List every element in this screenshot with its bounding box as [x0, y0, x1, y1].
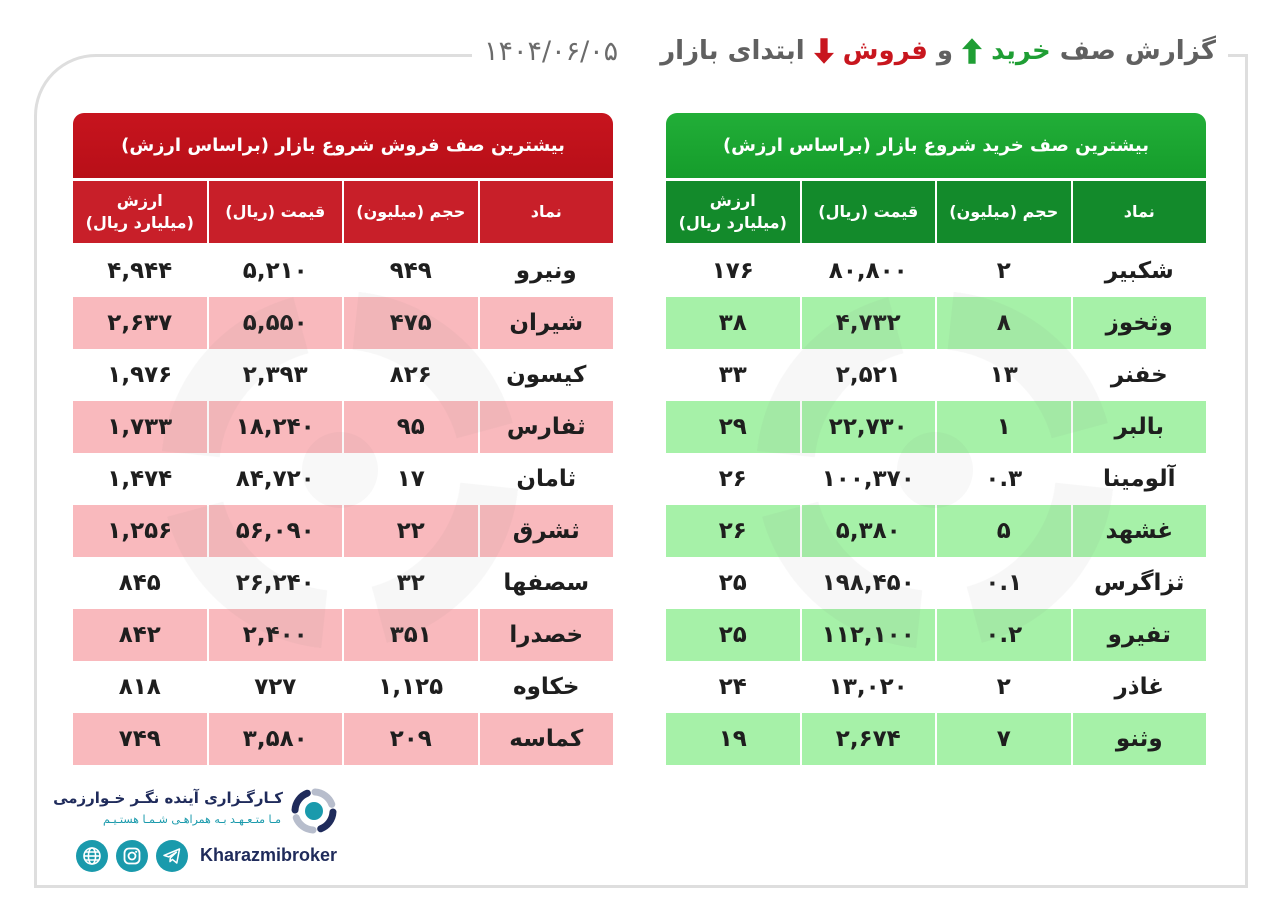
volume-cell: ۸۲۶ — [344, 349, 478, 401]
sell-table-column-headers — [73, 181, 613, 243]
symbol-cell: ثفارس — [480, 401, 614, 453]
symbol-cell: غاذر — [1073, 661, 1207, 713]
price-cell: ۴,۷۳۲ — [802, 297, 936, 349]
column-header-price-label: قیمت (ریال) — [225, 201, 326, 221]
column-header-price — [209, 181, 343, 243]
volume-cell: ۰.۲ — [937, 609, 1071, 661]
table-row — [666, 401, 1206, 453]
value-cell: ۲۴ — [666, 661, 800, 713]
volume-cell: ۰.۱ — [937, 557, 1071, 609]
symbol-cell: خکاوه — [480, 661, 614, 713]
price-cell: ۵,۵۵۰ — [209, 297, 343, 349]
buy-table-column-headers — [666, 181, 1206, 243]
buy-table-title: بیشترین صف خرید شروع بازار (براساس ارزش) — [666, 113, 1206, 178]
value-cell: ۲۵ — [666, 557, 800, 609]
symbol-cell: غشهد — [1073, 505, 1207, 557]
symbol-cell: ونیرو — [480, 245, 614, 297]
title-sell-word: فروش — [842, 36, 928, 66]
symbol-cell: وثخوز — [1073, 297, 1207, 349]
title-buy-word: خرید — [991, 36, 1051, 66]
column-header-value-label: ارزش — [709, 190, 756, 210]
value-cell: ۲۶ — [666, 453, 800, 505]
value-cell: ۲۶ — [666, 505, 800, 557]
price-cell: ۱۰۰,۳۷۰ — [802, 453, 936, 505]
value-cell: ۲۹ — [666, 401, 800, 453]
price-cell: ۱۱۲,۱۰۰ — [802, 609, 936, 661]
column-header-price-label: قیمت (ریال) — [818, 201, 919, 221]
price-cell: ۲,۵۲۱ — [802, 349, 936, 401]
table-row — [666, 557, 1206, 609]
volume-cell: ۲۰۹ — [344, 713, 478, 765]
table-row — [666, 713, 1206, 765]
price-cell: ۱۸,۲۴۰ — [209, 401, 343, 453]
column-header-price — [802, 181, 936, 243]
price-cell: ۸۰,۸۰۰ — [802, 245, 936, 297]
buy-queue-table — [666, 113, 1206, 765]
value-cell: ۲۵ — [666, 609, 800, 661]
table-row — [666, 505, 1206, 557]
table-row — [666, 245, 1206, 297]
symbol-cell: تفیرو — [1073, 609, 1207, 661]
volume-cell: ۹۵ — [344, 401, 478, 453]
table-row — [73, 297, 613, 349]
price-cell: ۱۳,۰۲۰ — [802, 661, 936, 713]
table-row — [73, 245, 613, 297]
sell-table-title: بیشترین صف فروش شروع بازار (براساس ارزش) — [73, 113, 613, 178]
volume-cell: ۳۲ — [344, 557, 478, 609]
buy-table-body — [666, 245, 1206, 765]
title-and-word: و — [936, 36, 954, 66]
value-cell: ۱۷۶ — [666, 245, 800, 297]
table-row — [73, 349, 613, 401]
column-header-symbol — [480, 181, 614, 243]
price-cell: ۳,۵۸۰ — [209, 713, 343, 765]
value-cell: ۱,۷۳۳ — [73, 401, 207, 453]
column-header-volume — [937, 181, 1071, 243]
symbol-cell: خصدرا — [480, 609, 614, 661]
sell-table-body — [73, 245, 613, 765]
table-row — [666, 453, 1206, 505]
value-cell: ۱۹ — [666, 713, 800, 765]
symbol-cell: خفنر — [1073, 349, 1207, 401]
volume-cell: ۰.۳ — [937, 453, 1071, 505]
volume-cell: ۲ — [937, 661, 1071, 713]
telegram-link[interactable] — [156, 840, 188, 872]
symbol-cell: وثنو — [1073, 713, 1207, 765]
value-cell: ۸۴۲ — [73, 609, 207, 661]
column-header-value-unit: (میلیارد ریال) — [678, 213, 787, 232]
symbol-cell: شیران — [480, 297, 614, 349]
value-cell: ۱,۴۷۴ — [73, 453, 207, 505]
column-header-volume-label: حجم (میلیون) — [356, 201, 466, 221]
volume-cell: ۸ — [937, 297, 1071, 349]
value-cell: ۴,۹۴۴ — [73, 245, 207, 297]
table-row — [73, 505, 613, 557]
value-cell: ۸۱۸ — [73, 661, 207, 713]
report-title — [660, 36, 1216, 66]
up-arrow-icon — [962, 38, 982, 64]
company-slogan: مـا متـعـهـد بـه همراهـی شـمـا هستـیـم — [102, 813, 281, 826]
symbol-cell: شکبیر — [1073, 245, 1207, 297]
volume-cell: ۴۷۵ — [344, 297, 478, 349]
brand-handle[interactable]: Kharazmibroker — [200, 845, 338, 865]
instagram-icon — [123, 847, 141, 865]
price-cell: ۲۲,۷۳۰ — [802, 401, 936, 453]
volume-cell: ۲۲ — [344, 505, 478, 557]
price-cell: ۲,۴۰۰ — [209, 609, 343, 661]
telegram-icon — [163, 847, 181, 865]
broker-logo-icon — [286, 783, 342, 839]
price-cell: ۵۶,۰۹۰ — [209, 505, 343, 557]
volume-cell: ۹۴۹ — [344, 245, 478, 297]
price-cell: ۸۴,۷۲۰ — [209, 453, 343, 505]
website-link[interactable] — [76, 840, 108, 872]
symbol-cell: کماسه — [480, 713, 614, 765]
sell-queue-table — [73, 113, 613, 765]
column-header-symbol-label: نماد — [530, 201, 562, 221]
title-prefix: گزارش صف — [1059, 36, 1216, 66]
company-name: کـارگـزاری آینده نگـر خـوارزمی — [53, 789, 283, 807]
column-header-symbol-label: نماد — [1123, 201, 1155, 221]
table-row — [666, 609, 1206, 661]
down-arrow-icon — [814, 38, 834, 64]
table-row — [73, 401, 613, 453]
price-cell: ۱۹۸,۴۵۰ — [802, 557, 936, 609]
price-cell: ۲۶,۲۴۰ — [209, 557, 343, 609]
volume-cell: ۳۵۱ — [344, 609, 478, 661]
symbol-cell: کیسون — [480, 349, 614, 401]
value-cell: ۱,۲۵۶ — [73, 505, 207, 557]
volume-cell: ۱۷ — [344, 453, 478, 505]
value-cell: ۲,۶۳۷ — [73, 297, 207, 349]
instagram-link[interactable] — [116, 840, 148, 872]
volume-cell: ۷ — [937, 713, 1071, 765]
column-header-value — [73, 181, 207, 243]
value-cell: ۸۴۵ — [73, 557, 207, 609]
symbol-cell: ثزاگرس — [1073, 557, 1207, 609]
report-date: ۱۴۰۴/۰۶/۰۵ — [483, 35, 619, 67]
symbol-cell: ثشرق — [480, 505, 614, 557]
volume-cell: ۵ — [937, 505, 1071, 557]
volume-cell: ۱ — [937, 401, 1071, 453]
symbol-cell: سصفها — [480, 557, 614, 609]
price-cell: ۲,۶۷۴ — [802, 713, 936, 765]
value-cell: ۳۳ — [666, 349, 800, 401]
column-header-value — [666, 181, 800, 243]
report-header — [472, 27, 1228, 75]
price-cell: ۷۲۷ — [209, 661, 343, 713]
column-header-value-label: ارزش — [116, 190, 163, 210]
column-header-volume-label: حجم (میلیون) — [949, 201, 1059, 221]
title-suffix: ابتدای بازار — [660, 36, 805, 66]
table-row — [666, 661, 1206, 713]
table-row — [73, 713, 613, 765]
price-cell: ۲,۳۹۳ — [209, 349, 343, 401]
globe-icon — [82, 846, 102, 866]
column-header-symbol — [1073, 181, 1207, 243]
table-row — [666, 349, 1206, 401]
symbol-cell: بالبر — [1073, 401, 1207, 453]
volume-cell: ۲ — [937, 245, 1071, 297]
volume-cell: ۱,۱۲۵ — [344, 661, 478, 713]
volume-cell: ۱۳ — [937, 349, 1071, 401]
table-row — [73, 661, 613, 713]
column-header-volume — [344, 181, 478, 243]
value-cell: ۳۸ — [666, 297, 800, 349]
table-row — [73, 609, 613, 661]
table-row — [666, 297, 1206, 349]
value-cell: ۷۴۹ — [73, 713, 207, 765]
symbol-cell: ثامان — [480, 453, 614, 505]
price-cell: ۵,۲۱۰ — [209, 245, 343, 297]
symbol-cell: آلومینا — [1073, 453, 1207, 505]
price-cell: ۵,۳۸۰ — [802, 505, 936, 557]
table-row — [73, 557, 613, 609]
value-cell: ۱,۹۷۶ — [73, 349, 207, 401]
column-header-value-unit: (میلیارد ریال) — [85, 213, 194, 232]
table-row — [73, 453, 613, 505]
